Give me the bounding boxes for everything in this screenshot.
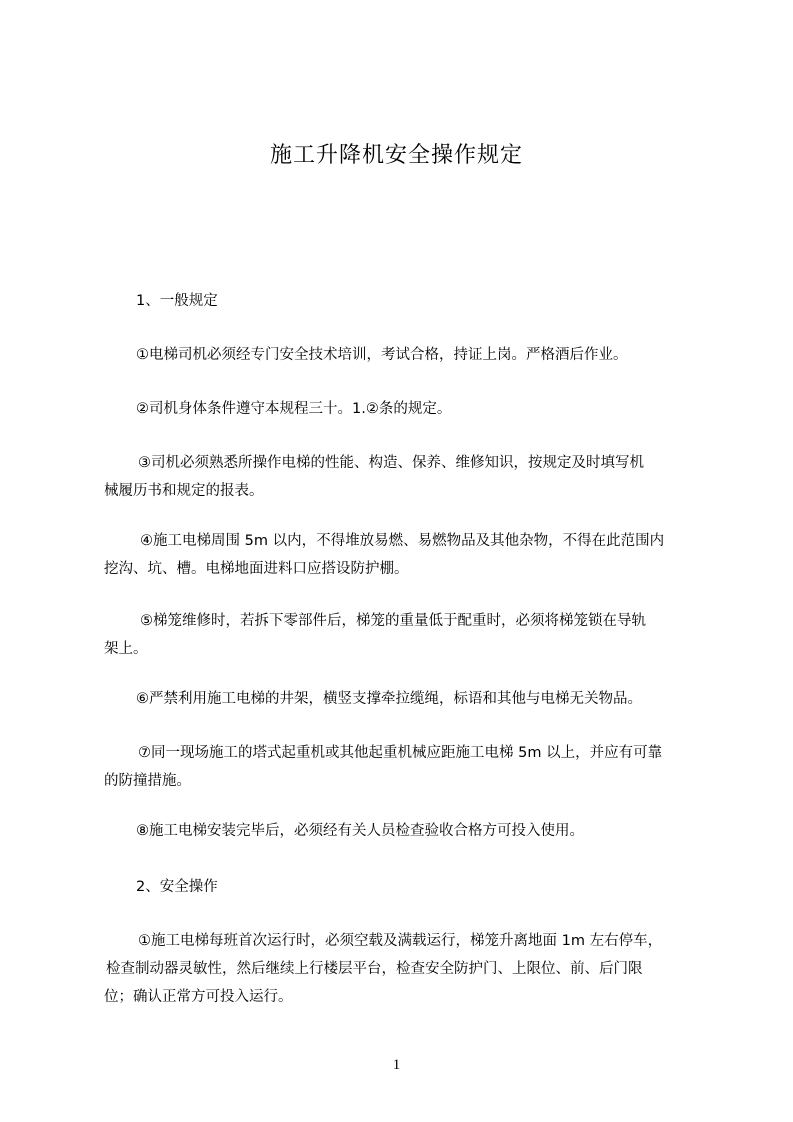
paragraph-general-5 <box>104 607 710 663</box>
paragraph-general-7 <box>104 739 710 795</box>
paragraph-line: 的防撞措施。 <box>104 773 191 789</box>
paragraph-line: ⑧施工电梯安装完毕后，必须经有关人员检查验收合格方可投入使用。 <box>136 823 584 839</box>
paragraph-line: ①电梯司机必须经专门安全技术培训，考试合格，持证上岗。严格酒后作业。 <box>136 347 628 363</box>
paragraph-line: 挖沟、坑、槽。电梯地面进料口应搭设防护棚。 <box>104 561 409 577</box>
paragraph-general-8 <box>104 817 710 845</box>
paragraph-safe-operation-1 <box>104 927 710 1011</box>
paragraph-line: ⑦同一现场施工的塔式起重机或其他起重机械应距施工电梯 5m 以上，并应有可靠 <box>138 745 663 761</box>
section-heading-general: 1、一般规定 <box>136 293 218 309</box>
document-title: 施工升降机安全操作规定 <box>269 143 523 168</box>
page-number: 1 <box>392 1057 401 1073</box>
paragraph-line: 械履历书和规定的报表。 <box>104 483 264 499</box>
paragraph-general-2 <box>104 395 710 423</box>
paragraph-line: ④施工电梯周围 5m 以内，不得堆放易燃、易燃物品及其他杂物，不得在此范围内 <box>140 533 665 549</box>
paragraph-general-6 <box>104 685 710 713</box>
paragraph-line: ②司机身体条件遵守本规程三十。1.②条的规定。 <box>136 401 452 417</box>
paragraph-line: ③司机必须熟悉所操作电梯的性能、构造、保养、维修知识，按规定及时填写机 <box>138 455 644 471</box>
section-heading-safe-operation: 2、安全操作 <box>136 879 218 895</box>
paragraph-line: 位；确认正常方可投入运行。 <box>104 989 293 1005</box>
paragraph-general-4 <box>104 527 710 583</box>
paragraph-line: 检查制动器灵敏性，然后继续上行楼层平台，检查安全防护门、上限位、前、后门限 <box>106 961 643 977</box>
paragraph-line: 架上。 <box>104 641 148 657</box>
paragraph-line: ①施工电梯每班首次运行时，必须空载及满载运行，梯笼升离地面 1m 左右停车， <box>138 933 663 949</box>
paragraph-line: ⑤梯笼维修时，若拆下零部件后，梯笼的重量低于配重时，必须将梯笼锁在导轨 <box>140 613 646 629</box>
paragraph-general-1 <box>104 341 710 369</box>
paragraph-general-3 <box>104 449 710 505</box>
paragraph-line: ⑥严禁利用施工电梯的井架，横竖支撑牵拉缆绳，标语和其他与电梯无关物品。 <box>136 691 642 707</box>
